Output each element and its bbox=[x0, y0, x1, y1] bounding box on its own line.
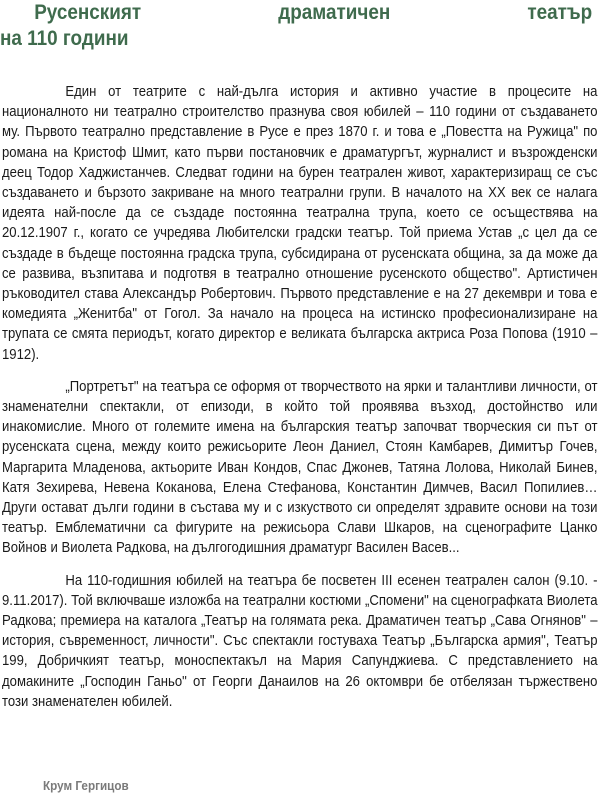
author-signature: Крум Гергицов bbox=[43, 778, 129, 793]
article-paragraph: На 110-годишния юбилей на театъра бе посветен III есенен театрален салон (9.10. - 9.11.2017). Той включваше изложба на театрални костюми „Спомени" на сценографката Виолета Радкова; премиера на каталога „Театър на голямата река. Драматичен театър „Сава Огнянов" – история, съвременност, личности". Със спектакли гостуваха Театър „Българска армия", Театър 199, Добричкият театър, моноспектакъл на Мария Сапунджиева. С представлението на домакините „Господин Ганьо" от Георги Данаилов на 26 октомври бе отбелязан тържествено този знаменателен юбилей. bbox=[2, 572, 598, 710]
article-paragraph: „Портретът" на театъра се оформя от творчеството на ярки и талантливи личности, от знаменателни спектакли, от епизоди, в който той проявява възход, достойнство или инакомислие. Много от големите имена на българския театър започват творческия си път от русенската сцена, между които режисьорите Леон Даниел, Стоян Камбарев, Димитър Гочев, Маргарита Младенова, актьорите Иван Кондов, Спас Джонев, Татяна Лолова, Николай Бинев, Катя Зехирева, Невена Коканова, Елена Стефанова, Константин Димчев, Васил Попилиев… Други остават дълги години в състава му и с изкуството си определят здравите основи на този театър. Емблематични са фигурите на режисьора Слави Шкаров, на сценографите Цанко Войнов и Виолета Радкова, на дългогодишния драматург Василен Васев... bbox=[2, 378, 598, 557]
title-word: Русенският bbox=[34, 1, 142, 24]
article-body bbox=[2, 82, 597, 724]
title-line-1 bbox=[0, 0, 592, 26]
title-word: театър bbox=[527, 1, 593, 24]
article-title bbox=[0, 0, 593, 52]
title-word: драматичен bbox=[278, 1, 391, 24]
title-line-2: на 110 години bbox=[0, 27, 129, 50]
article-paragraph: Един от театрите с най-дълга история и активно участие в процесите на националното ни театрално строителство празнува своя юбилей – 110 години от създаването му. Първото театрално представление в Русе е през 1870 г. и това е „Повестта на Ружица" по романа на Кристоф Шмит, като първи постановчик е драматургът, журналист и възрожденски деец Тодор Хаджистанчев. Следват години на бурен театрален живот, характеризиращ се със създаването и бързото закриване на много театрални групи. В началото на ХХ век се налага идеята най-после да се създаде постоянна театрална трупа, което се осъществява на 20.12.1907 г., когато се учредява Любителски градски театър. Той приема Устав „с цел да се създаде в бъдеще постоянна градска трупа, субсидирана от русенската община, за да може да се развива, възпитава и подготвя в театрално отношение русенското общество". Артистичен ръководител става Александър Робертович. Първото представление е на 27 декември и това е комедията „Женитба" от Гогол. За начало на процеса на истинско професионализиране на трупата се смята периодът, когато директор е великата българска актриса Роза Попова (1910 – 1912). bbox=[2, 84, 598, 363]
